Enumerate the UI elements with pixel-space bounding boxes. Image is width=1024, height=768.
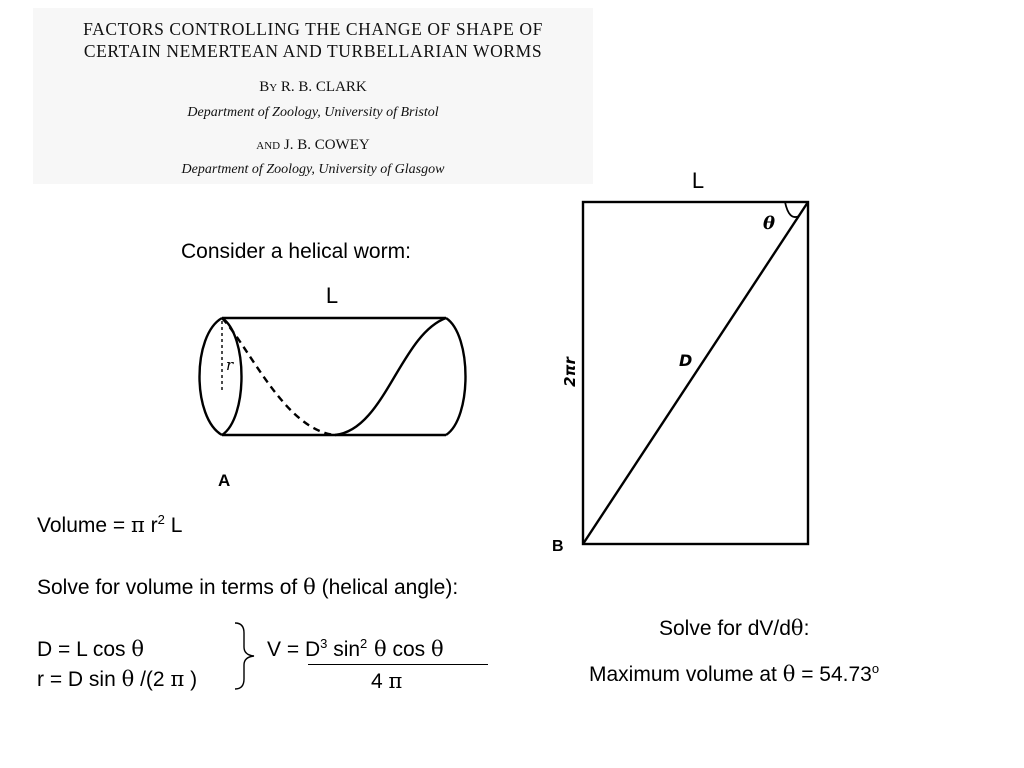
solve-dv-suffix: :: [803, 617, 810, 640]
equation-r: [37, 667, 197, 692]
max-volume-theta: θ: [782, 662, 796, 686]
equation-r-mid: /(2: [134, 668, 171, 691]
rectangle-length-label: L: [691, 168, 705, 193]
paper-header-scan: [33, 8, 593, 184]
unrolled-rectangle-diagram: [545, 165, 825, 560]
rectangle-figure-label: B: [552, 538, 564, 555]
solve-dv-text: [659, 616, 809, 641]
solve-dv-theta: θ: [790, 616, 804, 640]
volume-exponent: 2: [157, 512, 165, 527]
curly-brace: [232, 620, 262, 692]
paper-title-line-2: CERTAIN NEMERTEAN AND TURBELLARIAN WORMS: [83, 41, 543, 61]
equation-v-prefix: V = D: [267, 638, 321, 661]
radius-label: r: [226, 356, 234, 374]
equation-d-prefix: D = L cos: [37, 638, 132, 661]
equation-v-den-pi: π: [388, 669, 403, 693]
equation-v-cos: cos: [386, 638, 431, 661]
diagonal-line: [583, 202, 808, 544]
cylinder-diagram: [180, 280, 500, 490]
solve-dv-prefix: Solve for dV/d: [659, 617, 791, 640]
equation-v-numerator: [267, 637, 444, 662]
affiliation-2: Department of Zoology, University of Glasgow: [181, 162, 445, 177]
volume-pi: π: [130, 513, 145, 537]
max-volume-value: = 54.73: [795, 663, 872, 686]
affiliation-1: Department of Zoology, University of Bristol: [187, 105, 439, 120]
equation-r-prefix: r = D sin: [37, 668, 122, 691]
equation-v-exponent-2: 2: [360, 636, 368, 651]
author-2: J. B. COWEY: [283, 137, 370, 153]
by-label: By: [259, 79, 278, 95]
volume-prefix: Volume =: [37, 514, 131, 537]
max-volume-degree: o: [871, 661, 880, 676]
cylinder-left-cap-front: [222, 318, 242, 435]
helix-back-curve: [222, 318, 335, 435]
cylinder-right-cap: [446, 318, 466, 435]
equation-d: [37, 637, 144, 662]
solve-volume-prefix: Solve for volume in terms of: [37, 576, 304, 599]
volume-r: r: [144, 514, 158, 537]
solve-volume-suffix: (helical angle):: [315, 576, 459, 599]
author-2-line: [33, 137, 593, 154]
cylinder-figure-label: A: [218, 471, 231, 490]
paper-title-line-1: FACTORS CONTROLLING THE CHANGE OF SHAPE OF: [83, 19, 543, 39]
equation-r-pi: π: [170, 667, 185, 691]
cylinder-length-label: L: [325, 283, 339, 308]
intro-text: Consider a helical worm:: [181, 240, 411, 263]
cylinder-left-cap-back: [200, 318, 223, 435]
equation-v-theta-1: θ: [367, 637, 387, 661]
max-volume-text: [589, 662, 879, 687]
side-label: 2πr: [561, 357, 579, 387]
solve-volume-text: [37, 575, 458, 600]
author-1-line: [33, 79, 593, 96]
equation-v-four: 4: [371, 670, 389, 693]
equation-r-theta: θ: [121, 667, 135, 691]
volume-suffix: L: [164, 514, 183, 537]
max-volume-prefix: Maximum volume at: [589, 663, 783, 686]
and-label: and: [256, 137, 281, 153]
equation-v-denominator: [371, 669, 402, 694]
equation-r-suffix: ): [184, 668, 198, 691]
angle-label: θ: [763, 213, 776, 234]
equation-v-sin: sin: [327, 638, 361, 661]
volume-formula: [37, 513, 182, 538]
angle-arc: [785, 202, 799, 217]
helix-front-curve: [335, 318, 446, 435]
equation-d-theta: θ: [131, 637, 145, 661]
solve-volume-theta: θ: [303, 575, 316, 599]
diagonal-label: D: [679, 351, 693, 370]
equation-v-theta-2: θ: [430, 637, 444, 661]
equation-v-exponent-3: 3: [320, 636, 328, 651]
author-1: R. B. CLARK: [280, 79, 367, 95]
fraction-bar: [308, 664, 488, 665]
